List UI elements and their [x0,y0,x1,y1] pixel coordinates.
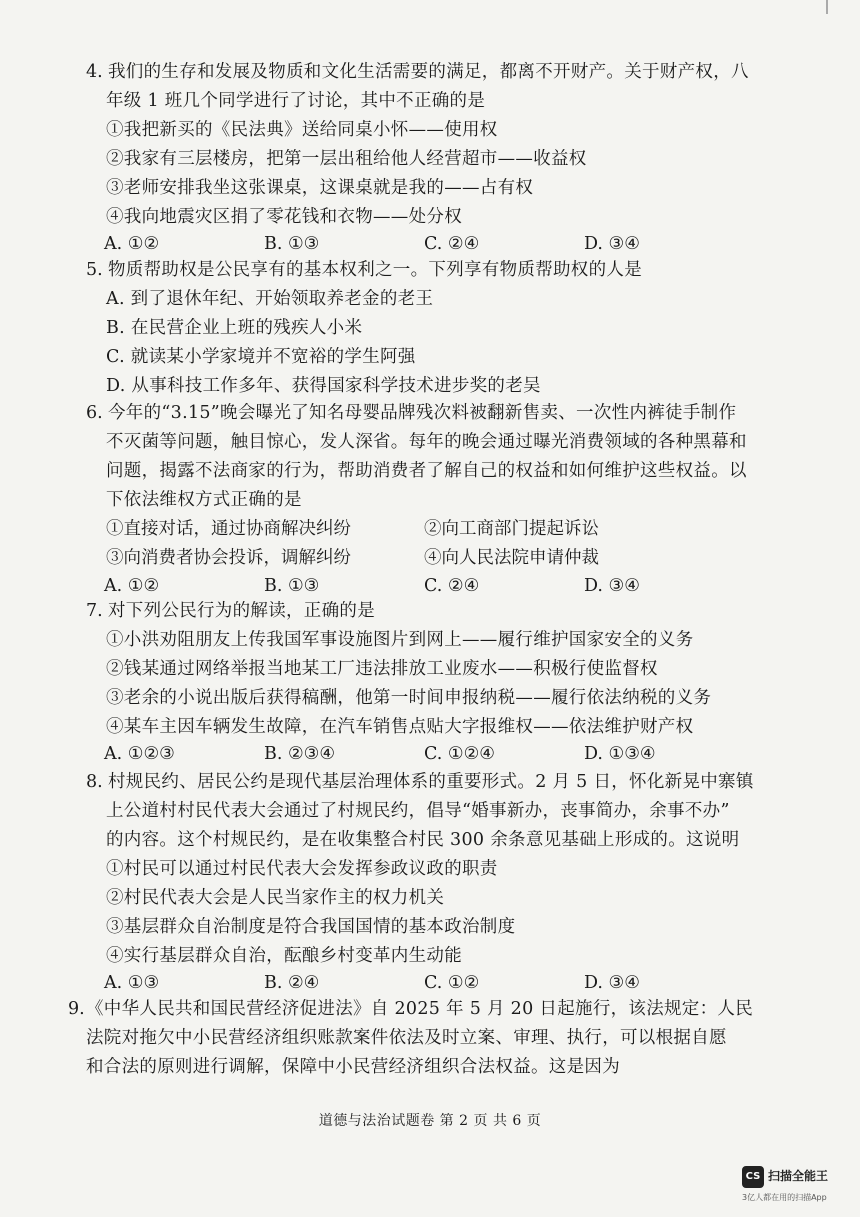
option-b: B. ①③ [264,234,320,254]
question-stem-line: 上公道村村民代表大会通过了村规民约，倡导“婚事新办，丧事简办，余事不办” [106,801,730,821]
option-b: B. ②③④ [264,744,336,764]
option-b: B. ①③ [264,576,320,596]
choice-b: B. 在民营企业上班的残疾人小米 [106,318,363,338]
option-a: A. ①②③ [104,744,175,764]
statement: ①村民可以通过村民代表大会发挥参政议政的职责 [106,859,498,879]
question-stem-line: 法院对拖欠中小民营经济组织账款案件依法及时立案、审理、执行，可以根据自愿 [86,1028,727,1048]
question-number: 9. [68,999,85,1019]
option-d: D. ③④ [584,576,640,596]
question-stem-line: 物质帮助权是公民享有的基本权利之一。下列享有物质帮助权的人是 [108,260,642,280]
statement: ④实行基层群众自治，酝酿乡村变革内生动能 [106,946,462,966]
question-stem-line: 和合法的原则进行调解，保障中小民营经济组织合法权益。这是因为 [86,1057,620,1077]
answer-options [104,740,804,768]
question-number: 6. [86,403,103,423]
choice-c: C. 就读某小学家境并不宽裕的学生阿强 [106,347,416,367]
choice-d: D. 从事科技工作多年、获得国家科学技术进步奖的老吴 [106,376,541,396]
option-a: A. ①② [104,234,160,254]
option-d: D. ③④ [584,973,640,993]
statement: ①直接对话，通过协商解决纠纷 [106,519,351,539]
question-number: 7. [86,601,103,621]
question-stem-line: 今年的“3.15”晚会曝光了知名母婴品牌残次料被翻新售卖、一次性内裤徒手制作 [108,403,737,423]
question-stem-line: 《中华人民共和国民营经济促进法》自 2025 年 5 月 20 日起施行，该法规定：人民 [86,999,754,1019]
question-stem-line: 的内容。这个村规民约，是在收集整合村民 300 余条意见基础上形成的。这说明 [106,830,740,850]
option-b: B. ②④ [264,973,320,993]
camscanner-logo-icon: CS [742,1166,764,1188]
question-stem-line: 不灭菌等问题，触目惊心，发人深省。每年的晚会通过曝光消费领域的各种黑幕和 [106,432,747,452]
question-stem-line: 年级 1 班几个同学进行了讨论，其中不正确的是 [106,91,486,111]
option-d: D. ①③④ [584,744,656,764]
watermark-subtitle: 3亿人都在用的扫描App [742,1193,827,1202]
question-stem-line: 下依法维权方式正确的是 [106,490,302,510]
statement: ④我向地震灾区捐了零花钱和衣物——处分权 [106,207,462,227]
question-stem-line: 对下列公民行为的解读，正确的是 [108,601,375,621]
scan-edge-mark [826,0,828,14]
statement: ②钱某通过网络举报当地某工厂违法排放工业废水——积极行使监督权 [106,659,658,679]
option-c: C. ②④ [424,576,480,596]
option-c: C. ①② [424,973,480,993]
statement: ③向消费者协会投诉，调解纠纷 [106,548,351,568]
question-number: 4. [86,62,103,82]
scanner-watermark [742,1166,852,1206]
question-number: 8. [86,772,103,792]
answer-options [104,969,804,997]
answer-options [104,572,804,600]
question-stem-line: 问题，揭露不法商家的行为，帮助消费者了解自己的权益和如何维护这些权益。以 [106,461,747,481]
question-stem-line: 村规民约、居民公约是现代基层治理体系的重要形式。2 月 5 日，怀化新晃中寨镇 [108,772,754,792]
answer-options [104,230,804,258]
watermark-title: 扫描全能王 [768,1169,829,1183]
option-c: C. ②④ [424,234,480,254]
option-a: A. ①③ [104,973,160,993]
choice-a: A. 到了退休年纪、开始领取养老金的老王 [106,289,434,309]
option-a: A. ①② [104,576,160,596]
statement: ③老师安排我坐这张课桌，这课桌就是我的——占有权 [106,178,534,198]
statement: ①小洪劝阻朋友上传我国军事设施图片到网上——履行维护国家安全的义务 [106,630,694,650]
statement: ②村民代表大会是人民当家作主的权力机关 [106,888,445,908]
statement: ②我家有三层楼房，把第一层出租给他人经营超市——收益权 [106,149,587,169]
question-stem-line: 我们的生存和发展及物质和文化生活需要的满足，都离不开财产。关于财产权，八 [108,62,749,82]
statement: ③老余的小说出版后获得稿酬，他第一时间申报纳税——履行依法纳税的义务 [106,688,712,708]
statement: ①我把新买的《民法典》送给同桌小怀——使用权 [106,120,498,140]
question-number: 5. [86,260,103,280]
option-c: C. ①②④ [424,744,495,764]
statement: ④向人民法院申请仲裁 [424,548,599,568]
option-d: D. ③④ [584,234,640,254]
statement: ②向工商部门提起诉讼 [424,519,599,539]
statement: ③基层群众自治制度是符合我国国情的基本政治制度 [106,917,516,937]
page-footer: 道德与法治试题卷 第 2 页 共 6 页 [318,1113,542,1129]
statement: ④某车主因车辆发生故障，在汽车销售点贴大字报维权——依法维护财产权 [106,717,694,737]
